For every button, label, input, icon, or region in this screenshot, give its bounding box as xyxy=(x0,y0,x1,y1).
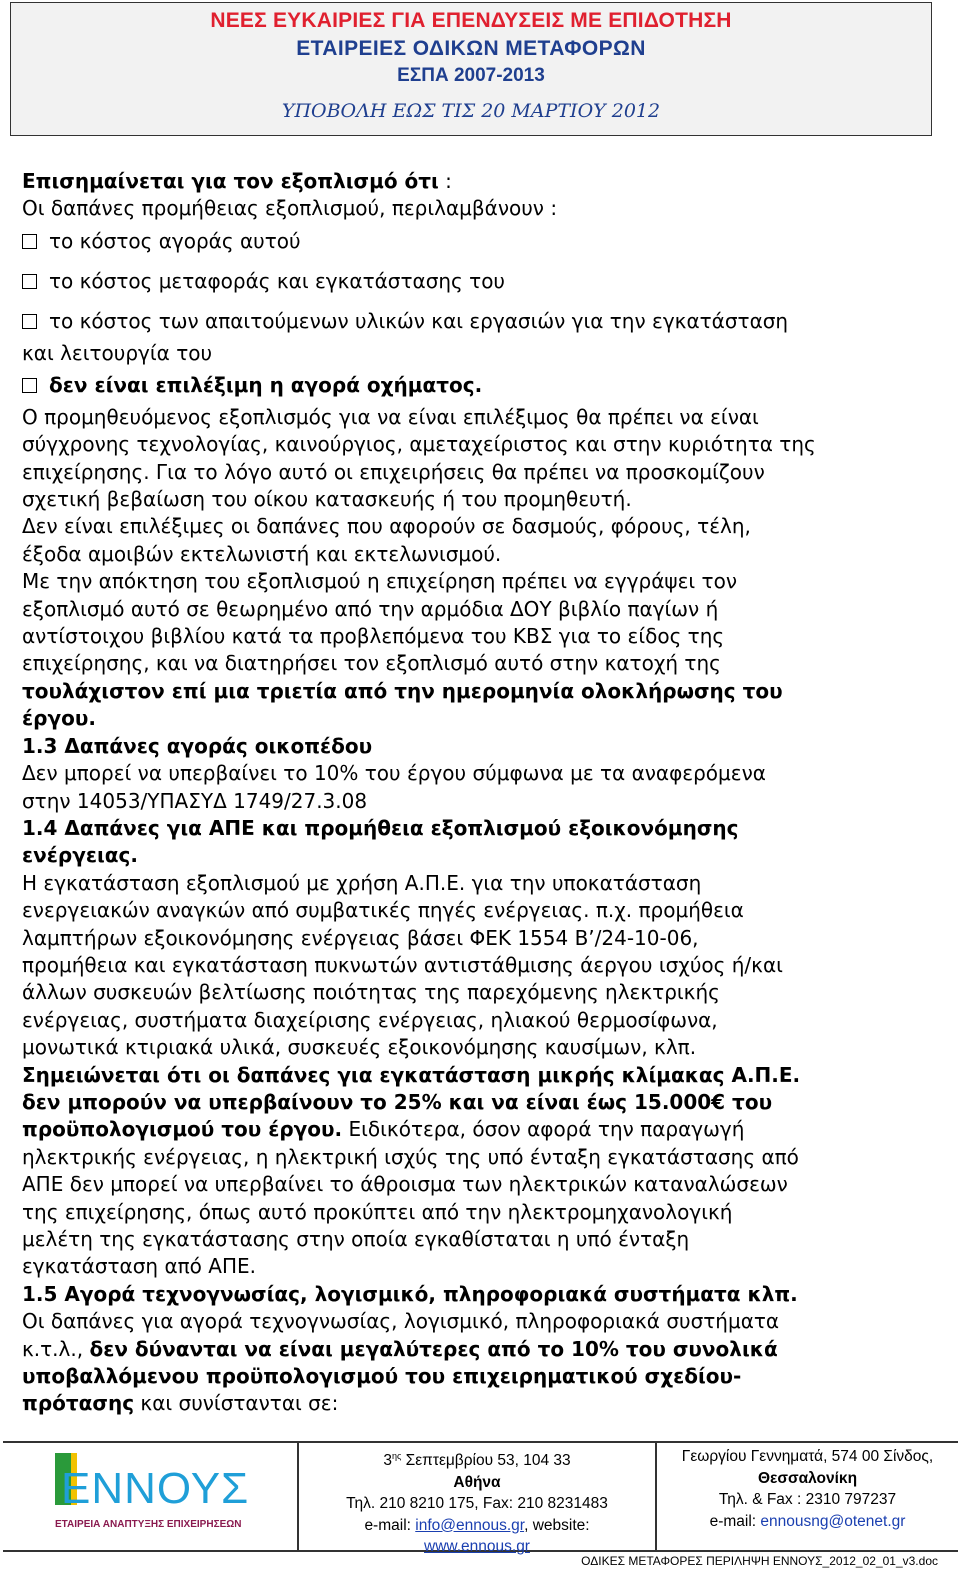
athens-email-line xyxy=(299,1515,655,1537)
text-line-bold: έργου. xyxy=(22,706,96,731)
text-line: επιχείρησης, και να διατηρήσει τον εξοπλισμό αυτό στην κατοχή της xyxy=(22,651,721,676)
note-colon: : xyxy=(438,169,452,193)
athens-city: Αθήνα xyxy=(453,1473,501,1491)
text-line: της επιχείρησης, όπως αυτό προκύπτει από την ηλεκτρομηχανολογική xyxy=(22,1199,733,1224)
bold-run: πρότασης xyxy=(22,1391,135,1416)
note-heading xyxy=(22,168,922,195)
text-line: Με την απόκτηση του εξοπλισμού η επιχείρηση πρέπει να εγγράψει τον xyxy=(22,569,737,594)
document-body xyxy=(22,168,922,1418)
svg-text:ΕΝΝΟΥΣ: ΕΝΝΟΥΣ xyxy=(61,1464,250,1513)
text-line: εξοπλισμό αυτό σε θεωρημένο από την αρμόδια ΔΟΥ βιβλίο παγίων ή xyxy=(22,596,719,621)
bullet-text: το κόστος των απαιτούμενων υλικών και εργασιών για την εγκατάσταση xyxy=(49,308,789,333)
text-line: έξοδα αμοιβών εκτελωνιστή και εκτελωνισμού. xyxy=(22,541,502,566)
text-line-mixed xyxy=(22,1390,922,1417)
footer-thessaloniki-address xyxy=(657,1443,958,1550)
text-line: λαμπτήρων εξοικονόμησης ενέργειας βάσει ΦΕΚ 1554 Β’/24-10-06, xyxy=(22,925,699,950)
text-line: επιχείρησης. Για το λόγο αυτό οι επιχειρήσεις θα πρέπει να προσκομίζουν xyxy=(22,459,765,484)
header-deadline: ΥΠΟΒΟΛΗ ΕΩΣ ΤΙΣ 20 ΜΑΡΤΙΟΥ 2012 xyxy=(281,100,661,122)
section-heading-1-5: 1.5 Αγορά τεχνογνωσίας, λογισμικό, πληροφοριακά συστήματα κλπ. xyxy=(22,1281,798,1306)
email-label: e-mail: xyxy=(709,1512,761,1530)
footer-logo-cell xyxy=(3,1443,299,1550)
website-label: , website: xyxy=(524,1516,590,1534)
section-heading-1-4-cont: ενέργειας. xyxy=(22,843,138,868)
company-logo xyxy=(53,1449,253,1541)
text-line: Ο προμηθευόμενος εξοπλισμός για να είναι επιλέξιμος θα πρέπει να είναι xyxy=(22,404,759,429)
checkbox-icon xyxy=(22,378,37,393)
bullet-text: το κόστος μεταφοράς και εγκατάστασης του xyxy=(49,268,506,293)
list-item xyxy=(22,268,922,295)
bold-run: προϋπολογισμού του έργου. xyxy=(22,1117,343,1142)
athens-street-number: 3 xyxy=(383,1452,392,1470)
text-line: άλλων συσκευών βελτίωσης ποιότητας της παρεχόμενης ηλεκτρικής xyxy=(22,980,720,1005)
thess-city: Θεσσαλονίκη xyxy=(757,1469,858,1487)
bullet-text: το κόστος αγοράς αυτού xyxy=(49,228,301,253)
email-label: e-mail: xyxy=(364,1516,416,1534)
svg-text:ΕΤΑΙΡΕΙΑ ΑΝΑΠΤΥΞΗΣ ΕΠΙΧΕΙΡΗΣΕΩ: ΕΤΑΙΡΕΙΑ ΑΝΑΠΤΥΞΗΣ ΕΠΙΧΕΙΡΗΣΕΩΝ xyxy=(55,1519,242,1530)
page-footer xyxy=(3,1441,958,1556)
text-line: Η εγκατάσταση εξοπλισμού με χρήση Α.Π.Ε. για την υποκατάσταση xyxy=(22,870,702,895)
text-line-mixed xyxy=(22,1336,922,1363)
section-heading-1-4: 1.4 Δαπάνες για ΑΠΕ και προμήθεια εξοπλισμού εξοικονόμησης xyxy=(22,815,739,840)
athens-email-link[interactable]: info@ennous.gr xyxy=(415,1516,525,1534)
document-header xyxy=(10,2,932,136)
note-title: Επισημαίνεται για τον εξοπλισμό ότι xyxy=(22,169,439,193)
text-line: Δεν μπορεί να υπερβαίνει το 10% του έργου σύμφωνα με τα αναφερόμενα xyxy=(22,761,766,786)
text-line-mixed xyxy=(22,1116,922,1143)
list-item xyxy=(22,372,922,399)
text-line: στην 14053/ΥΠΑΣΥΔ 1749/27.3.08 xyxy=(22,788,368,813)
checkbox-icon xyxy=(22,314,37,329)
text-line: ενέργειας, συστήματα διαχείρισης ενέργειας, ηλιακού θερμοσίφωνα, xyxy=(22,1007,718,1032)
checkbox-icon xyxy=(22,234,37,249)
athens-street-line xyxy=(299,1446,655,1472)
athens-phone: Τηλ. 210 8210 175, Fax: 210 8231483 xyxy=(346,1495,608,1513)
athens-street-suffix: ης xyxy=(391,1451,402,1461)
text-line: εγκατάσταση από ΑΠΕ. xyxy=(22,1254,256,1279)
list-item-continuation: και λειτουργία του xyxy=(22,340,213,365)
text-line: μελέτη της εγκατάστασης στην οποία εγκαθίσταται η υπό ένταξη xyxy=(22,1227,690,1251)
text-line-bold: τουλάχιστον επί μια τριετία από την ημερομηνία ολοκλήρωσης του xyxy=(22,678,783,703)
text-line: ΑΠΕ δεν μπορεί να υπερβαίνει το άθροισμα των ηλεκτρικών καταναλώσεων xyxy=(22,1172,788,1197)
text-line: αντίστοιχου βιβλίου κατά τα προβλεπόμενα του ΚΒΣ για το είδος της xyxy=(22,624,725,649)
plain-run: κ.τ.λ., xyxy=(22,1336,90,1361)
thess-phone: Τηλ. & Fax : 2310 797237 xyxy=(718,1491,897,1508)
thess-email-line xyxy=(657,1511,958,1533)
text-line: μονωτικά κτιριακά υλικά, συσκευές εξοικονόμησης καυσίμων, κλπ. xyxy=(22,1035,697,1060)
list-item xyxy=(22,308,922,335)
text-line: σύγχρονης τεχνολογίας, καινούργιος, αμεταχείριστος και στην κυριότητα της xyxy=(22,432,816,457)
bullet-text: δεν είναι επιλέξιμη η αγορά οχήματος. xyxy=(49,372,483,397)
header-title-line1: ΝΕΕΣ ΕΥΚΑΙΡΙΕΣ ΓΙΑ ΕΠΕΝΔΥΣΕΙΣ ΜΕ ΕΠΙΔΟΤΗΣΗ xyxy=(210,9,732,32)
intro-text: Οι δαπάνες προμήθειας εξοπλισμού, περιλαμβάνουν : xyxy=(22,196,558,221)
checkbox-icon xyxy=(22,274,37,289)
text-line: Οι δαπάνες για αγορά τεχνογνωσίας, λογισμικό, πληροφοριακά συστήματα xyxy=(22,1309,780,1334)
thess-email-link[interactable]: ennousng@otenet.gr xyxy=(760,1512,906,1530)
website-link[interactable]: www.ennous.gr xyxy=(424,1538,530,1556)
paragraph-equipment xyxy=(22,404,922,733)
text-line: σχετική βεβαίωση του οίκου κατασκευής ή του προμηθευτή. xyxy=(22,487,632,512)
text-line-bold: Σημειώνεται ότι οι δαπάνες για εγκατάσταση μικρής κλίμακας Α.Π.Ε. xyxy=(22,1062,801,1087)
plain-run: και συνίστανται σε: xyxy=(134,1391,339,1416)
text-line: ενεργειακών αναγκών από συμβατικές πηγές ενέργειας. π.χ. προμήθεια xyxy=(22,898,744,923)
text-line: προμήθεια και εγκατάσταση πυκνωτών αντιστάθμισης άεργου ισχύος ή/και xyxy=(22,952,783,977)
footer-athens-address xyxy=(299,1443,657,1556)
text-line: ηλεκτρικής ενέργειας, η ηλεκτρική ισχύς της υπό ένταξη εγκατάστασης από xyxy=(22,1144,799,1169)
text-line-bold: υποβαλλόμενου προϋπολογισμού του επιχειρηματικού σχεδίου- xyxy=(22,1364,742,1389)
plain-run: Ειδικότερα, όσον αφορά την παραγωγή xyxy=(342,1117,745,1142)
header-program: ΕΣΠΑ 2007-2013 xyxy=(397,65,545,86)
athens-street: Σεπτεμβρίου 53, 104 33 xyxy=(401,1452,571,1470)
thess-street: Γεωργίου Γεννηματά, 574 00 Σίνδος, xyxy=(681,1448,934,1465)
document-filename: ΟΔΙΚΕΣ ΜΕΤΑΦΟΡΕΣ ΠΕΡΙΛΗΨΗ ΕΝΝΟΥΣ_2012_02_01_v3.doc xyxy=(581,1554,938,1568)
text-line-bold: δεν μπορούν να υπερβαίνουν το 25% και να είναι έως 15.000€ του xyxy=(22,1089,773,1114)
section-heading-1-3: 1.3 Δαπάνες αγοράς οικοπέδου xyxy=(22,733,373,758)
text-line: Δεν είναι επιλέξιμες οι δαπάνες που αφορούν σε δασμούς, φόρους, τέλη, xyxy=(22,514,751,539)
bold-run: δεν δύνανται να είναι μεγαλύτερες από το 10% του συνολικά xyxy=(89,1336,778,1361)
list-item xyxy=(22,228,922,255)
header-title-line2: ΕΤΑΙΡΕΙΕΣ ΟΔΙΚΩΝ ΜΕΤΑΦΟΡΩΝ xyxy=(296,37,646,60)
